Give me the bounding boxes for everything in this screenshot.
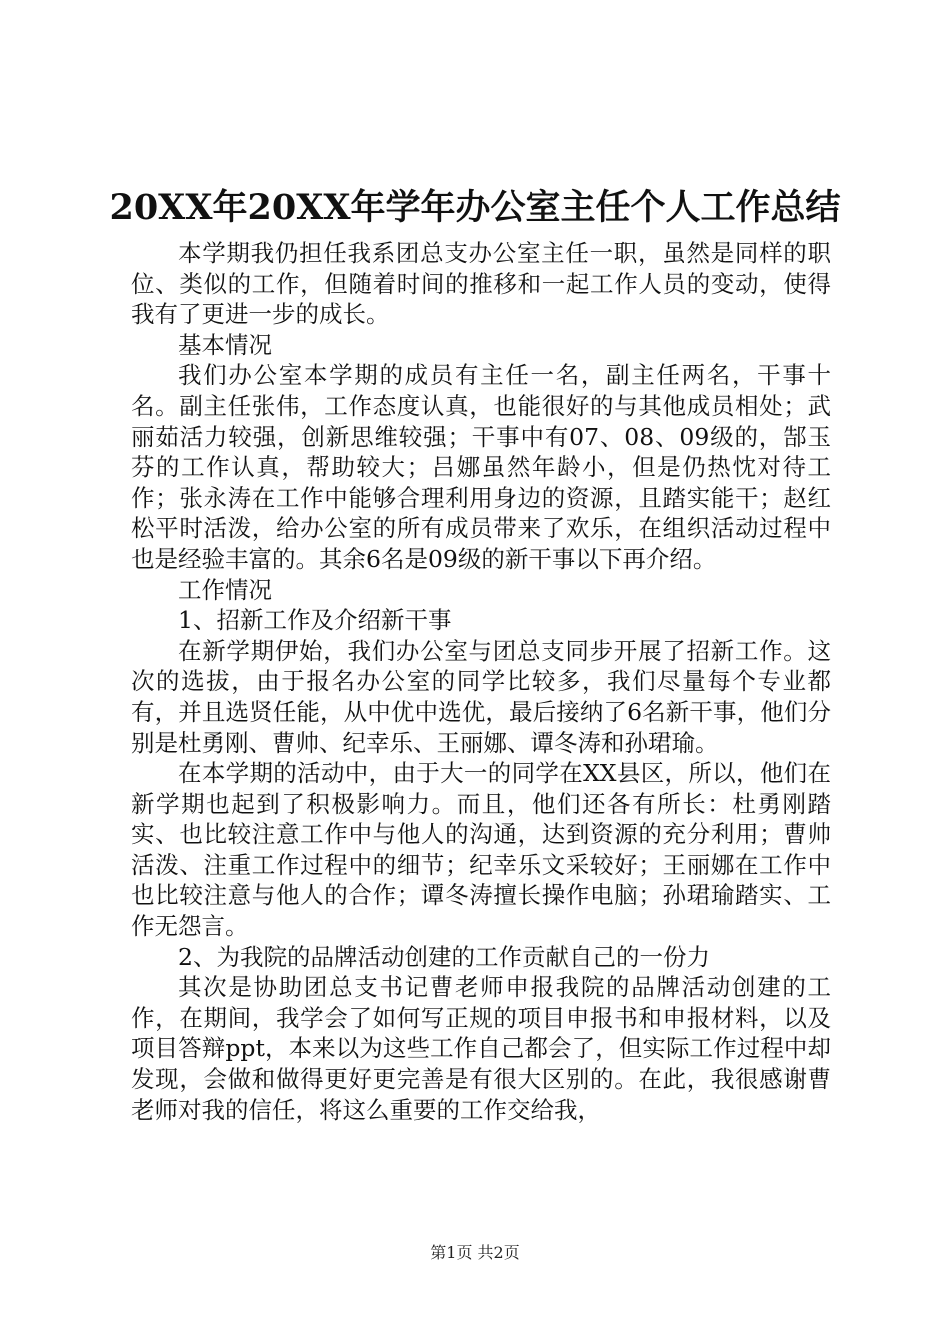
document-title: 20XX年20XX年学年办公室主任个人工作总结 bbox=[109, 187, 841, 228]
page-footer: 第1页 共2页 bbox=[430, 1243, 520, 1262]
paragraph-intro: 本学期我仍担任我系团总支办公室主任一职，虽然是同样的职位、类似的工作，但随着时间的推移和一起工作人员的变动，使得我有了更进一步的成长。 bbox=[131, 239, 831, 329]
heading-work-situation: 工作情况 bbox=[178, 575, 272, 604]
paragraph-new-members: 在本学期的活动中，由于大一的同学在XX县区，所以，他们在新学期也起到了积极影响力。而且，他们还各有所长：杜勇刚踏实、也比较注意工作中与他人的沟通，达到资源的充分利用；曹帅活泼、注重工作过程中的细节；纪幸乐文采较好；王丽娜在工作中也比较注意与他人的合作；谭冬涛擅长操作电脑；孙珺瑜踏实、工作无怨言。 bbox=[131, 759, 831, 941]
paragraph-members: 我们办公室本学期的成员有主任一名，副主任两名，干事十名。副主任张伟，工作态度认真，也能很好的与其他成员相处；武丽茹活力较强，创新思维较强；干事中有07、08、09级的，郜玉芬的工作认真，帮助较大；吕娜虽然年龄小，但是仍热忱对待工作；张永涛在工作中能够合理利用身边的资源，且踏实能干；赵红松平时活泼，给办公室的所有成员带来了欢乐，在组织活动过程中也是经验丰富的。其余6名是09级的新干事以下再介绍。 bbox=[131, 361, 831, 573]
paragraph-recruitment: 在新学期伊始，我们办公室与团总支同步开展了招新工作。这次的选拔，由于报名办公室的同学比较多，我们尽量每个专业都有，并且选贤任能，从中优中选优，最后接纳了6名新干事，他们分别是杜勇刚、曹帅、纪幸乐、王丽娜、谭冬涛和孙珺瑜。 bbox=[131, 636, 831, 757]
paragraph-brand-activity: 其次是协助团总支书记曹老师申报我院的品牌活动创建的工作，在期间，我学会了如何写正规的项目申报书和申报材料，以及项目答辩ppt，本来以为这些工作自己都会了，但实际工作过程中却发现，会做和做得更好更完善是有很大区别的。在此，我很感谢曹老师对我的信任，将这么重要的工作交给我， bbox=[131, 973, 831, 1124]
subheading-recruitment: 1、招新工作及介绍新干事 bbox=[178, 606, 452, 635]
subheading-brand-activity: 2、为我院的品牌活动创建的工作贡献自己的一份力 bbox=[178, 942, 710, 971]
heading-basic-situation: 基本情况 bbox=[178, 330, 272, 359]
document-body bbox=[131, 238, 831, 1125]
